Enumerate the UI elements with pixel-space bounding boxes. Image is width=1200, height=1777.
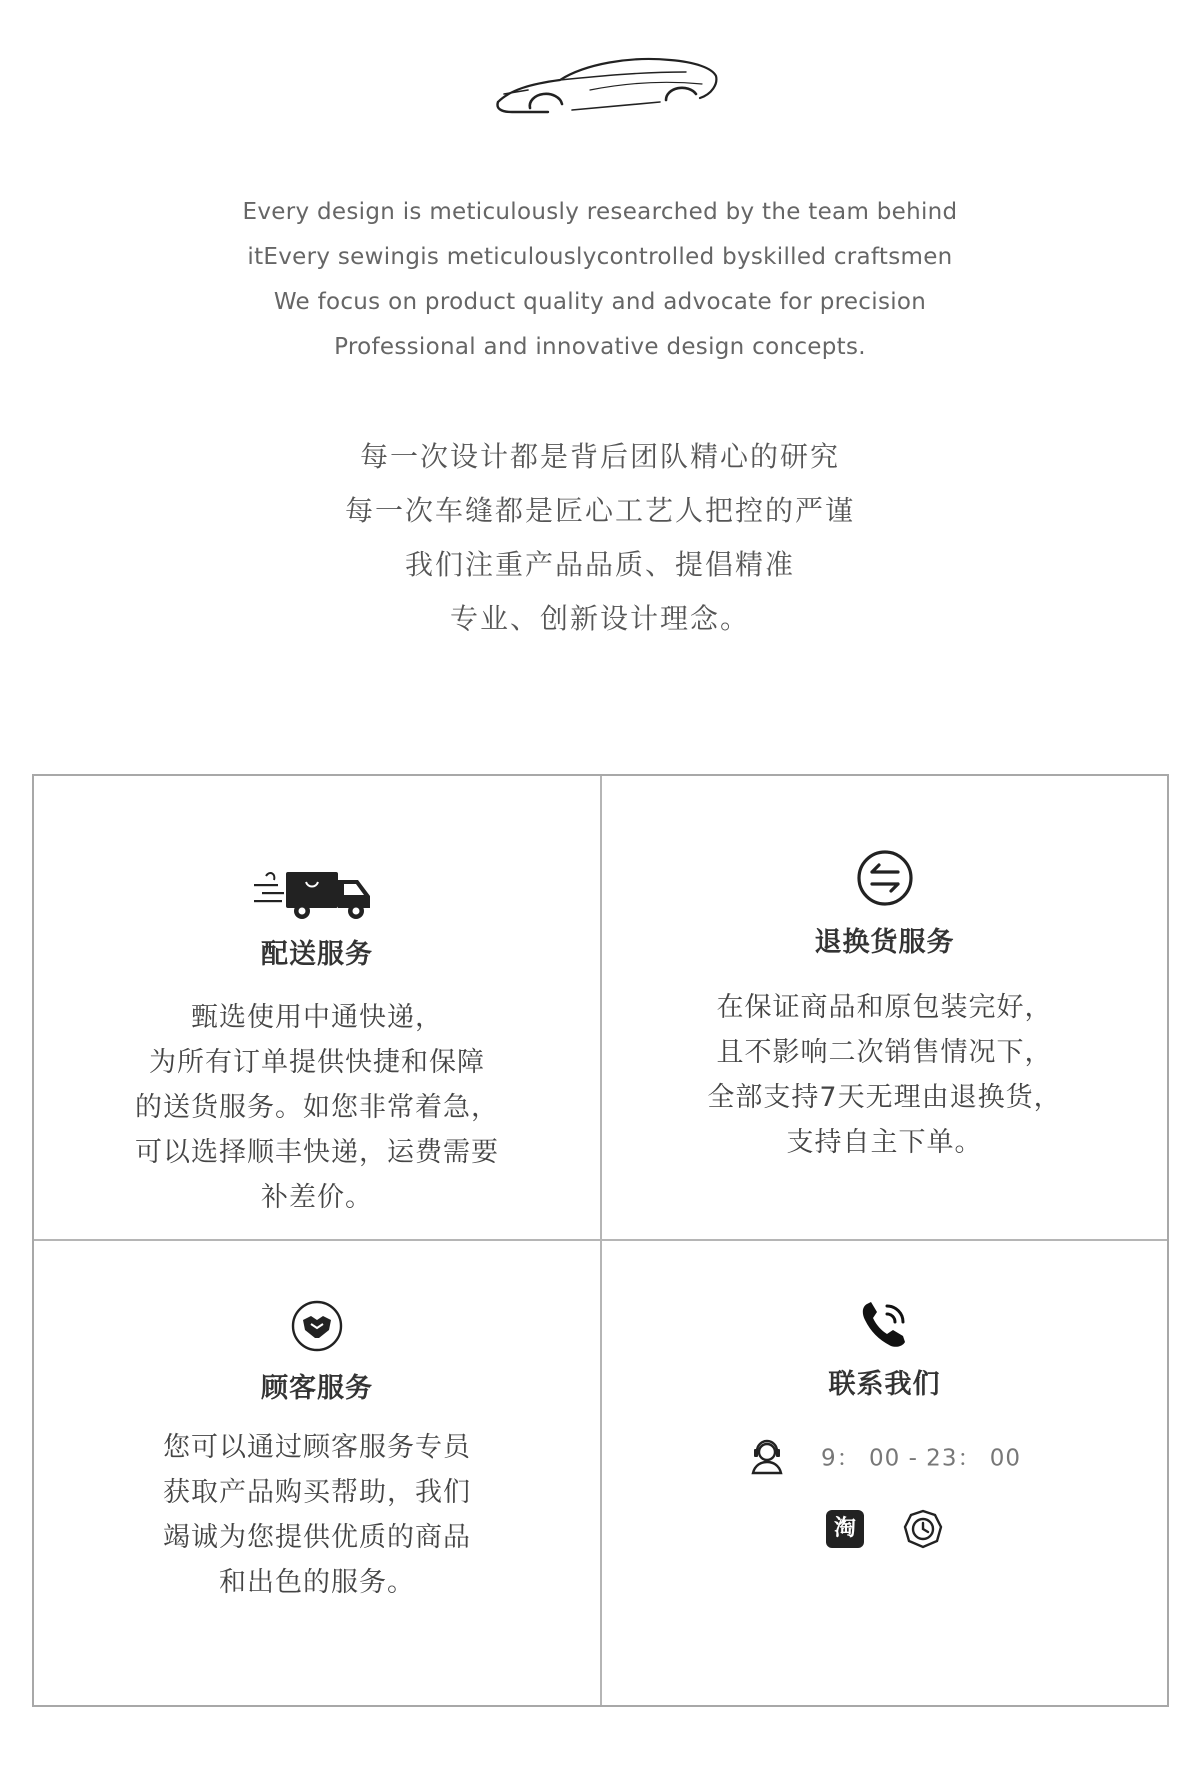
customer-service-title: 顾客服务	[261, 1373, 373, 1404]
service-hours-row	[602, 1437, 1167, 1475]
delivery-truck-icon	[252, 866, 382, 922]
customer-service-text: 您可以通过顾客服务专员	[163, 1432, 471, 1463]
contact-title: 联系我们	[828, 1369, 941, 1400]
english-intro	[0, 190, 1200, 370]
phone-icon[interactable]	[857, 1296, 913, 1352]
chinese-intro	[0, 430, 1200, 646]
chinese-line: 专业、创新设计理念。	[449, 602, 750, 635]
delivery-service-text: 的送货服务。如您非常着急，	[135, 1092, 499, 1123]
delivery-service-text: 甄选使用中通快递，	[191, 1002, 443, 1033]
customer-service-text: 和出色的服务。	[219, 1567, 415, 1598]
english-line: We focus on product quality and advocate for precision	[273, 289, 927, 315]
shop-links	[602, 1509, 1167, 1549]
english-line: Professional and innovative design concepts.	[334, 334, 866, 360]
service-grid	[32, 774, 1169, 1707]
delivery-service-title: 配送服务	[261, 939, 373, 970]
return-service-title: 退换货服务	[814, 927, 955, 958]
grid-divider-horizontal	[34, 1239, 1167, 1241]
clock-badge-icon[interactable]	[903, 1509, 943, 1549]
car-logo	[490, 50, 720, 120]
delivery-service-card	[34, 866, 600, 1220]
delivery-service-text: 可以选择顺丰快递，运费需要	[135, 1137, 499, 1168]
customer-service-icon	[748, 1437, 786, 1475]
customer-service-text: 竭诚为您提供优质的商品	[163, 1522, 471, 1553]
taobao-label: 淘	[833, 1516, 856, 1541]
customer-service-card	[34, 1298, 600, 1605]
chinese-line: 每一次设计都是背后团队精心的研究	[359, 440, 840, 473]
delivery-service-text: 补差价。	[261, 1182, 373, 1213]
handshake-icon	[289, 1298, 345, 1354]
service-hours: 9： 00 - 23： 00	[821, 1445, 1022, 1472]
return-service-card	[602, 848, 1167, 1165]
return-service-text: 在保证商品和原包装完好，	[716, 992, 1053, 1023]
delivery-service-text: 为所有订单提供快捷和保障	[149, 1047, 485, 1078]
contact-card	[602, 1296, 1167, 1696]
return-service-text: 且不影响二次销售情况下，	[716, 1037, 1053, 1068]
return-service-text: 支持自主下单。	[786, 1127, 983, 1158]
chinese-line: 我们注重产品品质、提倡精准	[404, 548, 795, 581]
exchange-arrows-icon	[855, 848, 915, 908]
customer-service-text: 获取产品购买帮助，我们	[163, 1477, 471, 1508]
taobao-icon[interactable]	[826, 1510, 864, 1548]
english-line: itEvery sewingis meticulouslycontrolled byskilled craftsmen	[247, 244, 953, 270]
return-service-text: 全部支持7天无理由退换货，	[707, 1082, 1062, 1113]
chinese-line: 每一次车缝都是匠心工艺人把控的严谨	[344, 494, 855, 527]
english-line: Every design is meticulously researched by the team behind	[242, 199, 958, 225]
